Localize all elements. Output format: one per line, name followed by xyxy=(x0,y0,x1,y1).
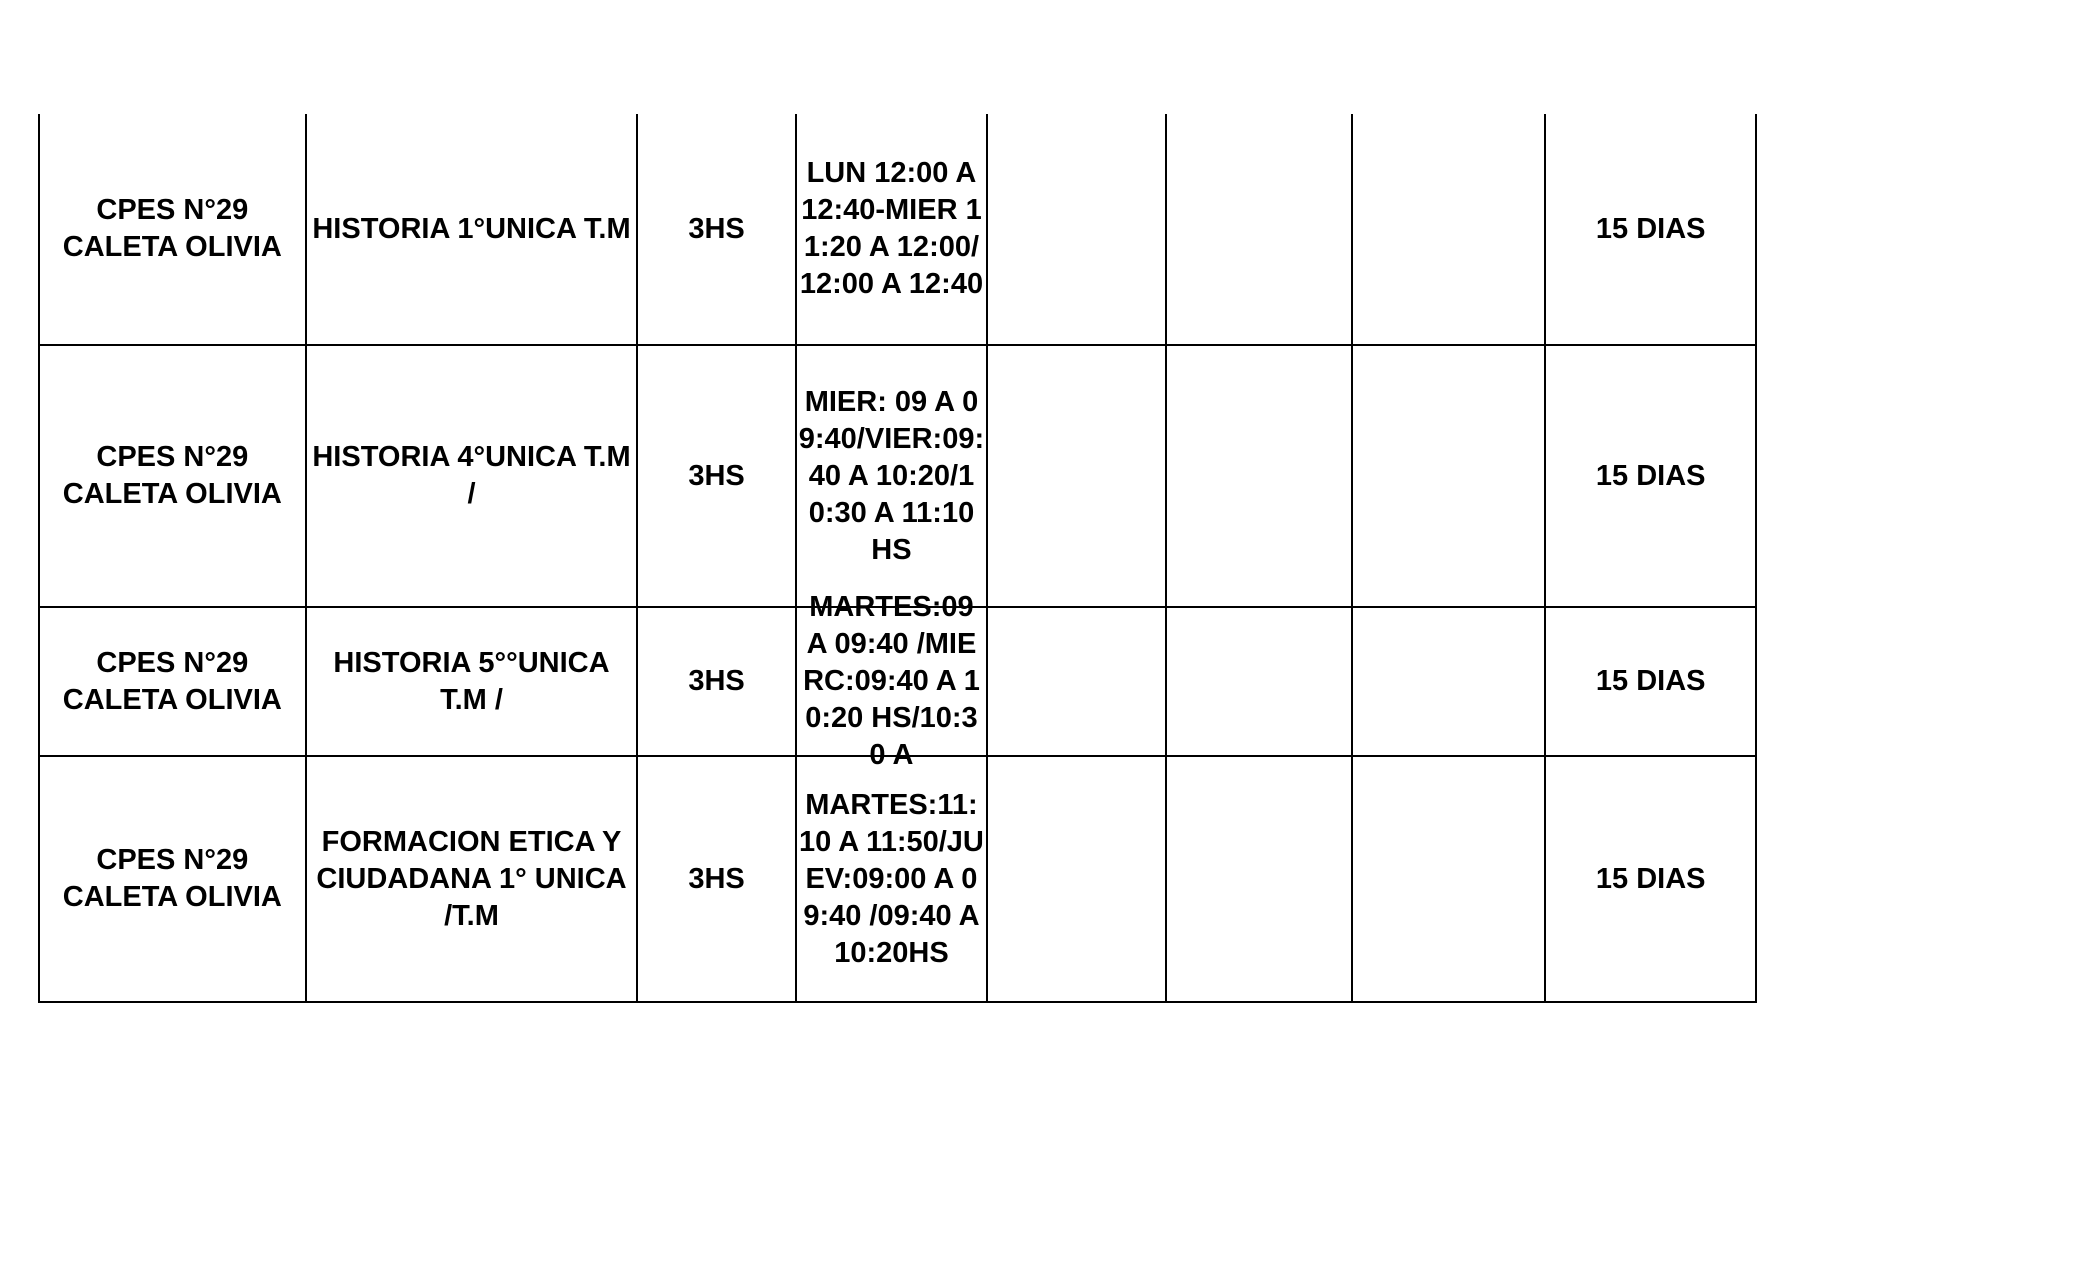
duration-cell[interactable]: 15 DIAS xyxy=(1545,114,1756,345)
empty-cell[interactable] xyxy=(1166,114,1352,345)
subject-cell[interactable]: HISTORIA 1°UNICA T.M xyxy=(306,114,638,345)
schedule-clip xyxy=(797,591,986,771)
schedule-text: MIER: 09 A 09:40/VIER:09:40 A 10:20/10:30 A 11:10HS xyxy=(798,385,985,566)
schedule-cell[interactable] xyxy=(796,345,987,607)
empty-cell[interactable] xyxy=(987,345,1165,607)
subject-cell[interactable]: HISTORIA 4°UNICA T.M / xyxy=(306,345,638,607)
empty-cell[interactable] xyxy=(987,756,1165,1002)
table-row xyxy=(39,345,1756,607)
empty-cell[interactable] xyxy=(1166,607,1352,756)
schedule-cell[interactable] xyxy=(796,756,987,1002)
schedule-cell[interactable] xyxy=(796,591,987,771)
subject-cell[interactable]: FORMACION ETICA Y CIUDADANA 1° UNICA /T.M xyxy=(306,756,638,1002)
hours-cell[interactable]: 3HS xyxy=(637,756,795,1002)
table-row xyxy=(39,756,1756,1002)
empty-cell[interactable] xyxy=(987,114,1165,345)
duration-cell[interactable]: 15 DIAS xyxy=(1545,345,1756,607)
schedule-cell[interactable] xyxy=(796,114,987,345)
hours-cell[interactable]: 3HS xyxy=(637,114,795,345)
empty-cell[interactable] xyxy=(1166,756,1352,1002)
duration-cell[interactable]: 15 DIAS xyxy=(1545,607,1756,756)
table-row xyxy=(39,607,1756,756)
schedule-text: LUN 12:00 A 12:40-MIER 11:20 A 12:00/12:00 A 12:40 xyxy=(799,157,984,300)
school-cell[interactable]: CPES N°29 CALETA OLIVIA xyxy=(39,607,306,756)
empty-cell[interactable] xyxy=(1352,756,1545,1002)
schedule-text: MARTES:09 A 09:40 /MIERC:09:40 A 10:20 HS/10:30 A xyxy=(803,591,980,771)
school-cell[interactable]: CPES N°29 CALETA OLIVIA xyxy=(39,756,306,1002)
duration-cell[interactable]: 15 DIAS xyxy=(1545,756,1756,1002)
empty-cell[interactable] xyxy=(1166,345,1352,607)
schedule-table xyxy=(38,114,1757,1003)
empty-cell[interactable] xyxy=(987,607,1165,756)
hours-cell[interactable]: 3HS xyxy=(637,345,795,607)
school-cell[interactable]: CPES N°29 CALETA OLIVIA xyxy=(39,345,306,607)
table-row xyxy=(39,114,1756,345)
empty-cell[interactable] xyxy=(1352,114,1545,345)
empty-cell[interactable] xyxy=(1352,345,1545,607)
hours-cell[interactable]: 3HS xyxy=(637,607,795,756)
subject-cell[interactable]: HISTORIA 5°°UNICA T.M / xyxy=(306,607,638,756)
spreadsheet-sheet xyxy=(38,114,1757,1003)
empty-cell[interactable] xyxy=(1352,607,1545,756)
school-cell[interactable]: CPES N°29 CALETA OLIVIA xyxy=(39,114,306,345)
schedule-text: MARTES:11:10 A 11:50/JUEV:09:00 A 09:40 /09:40 A 10:20HS xyxy=(799,788,984,969)
